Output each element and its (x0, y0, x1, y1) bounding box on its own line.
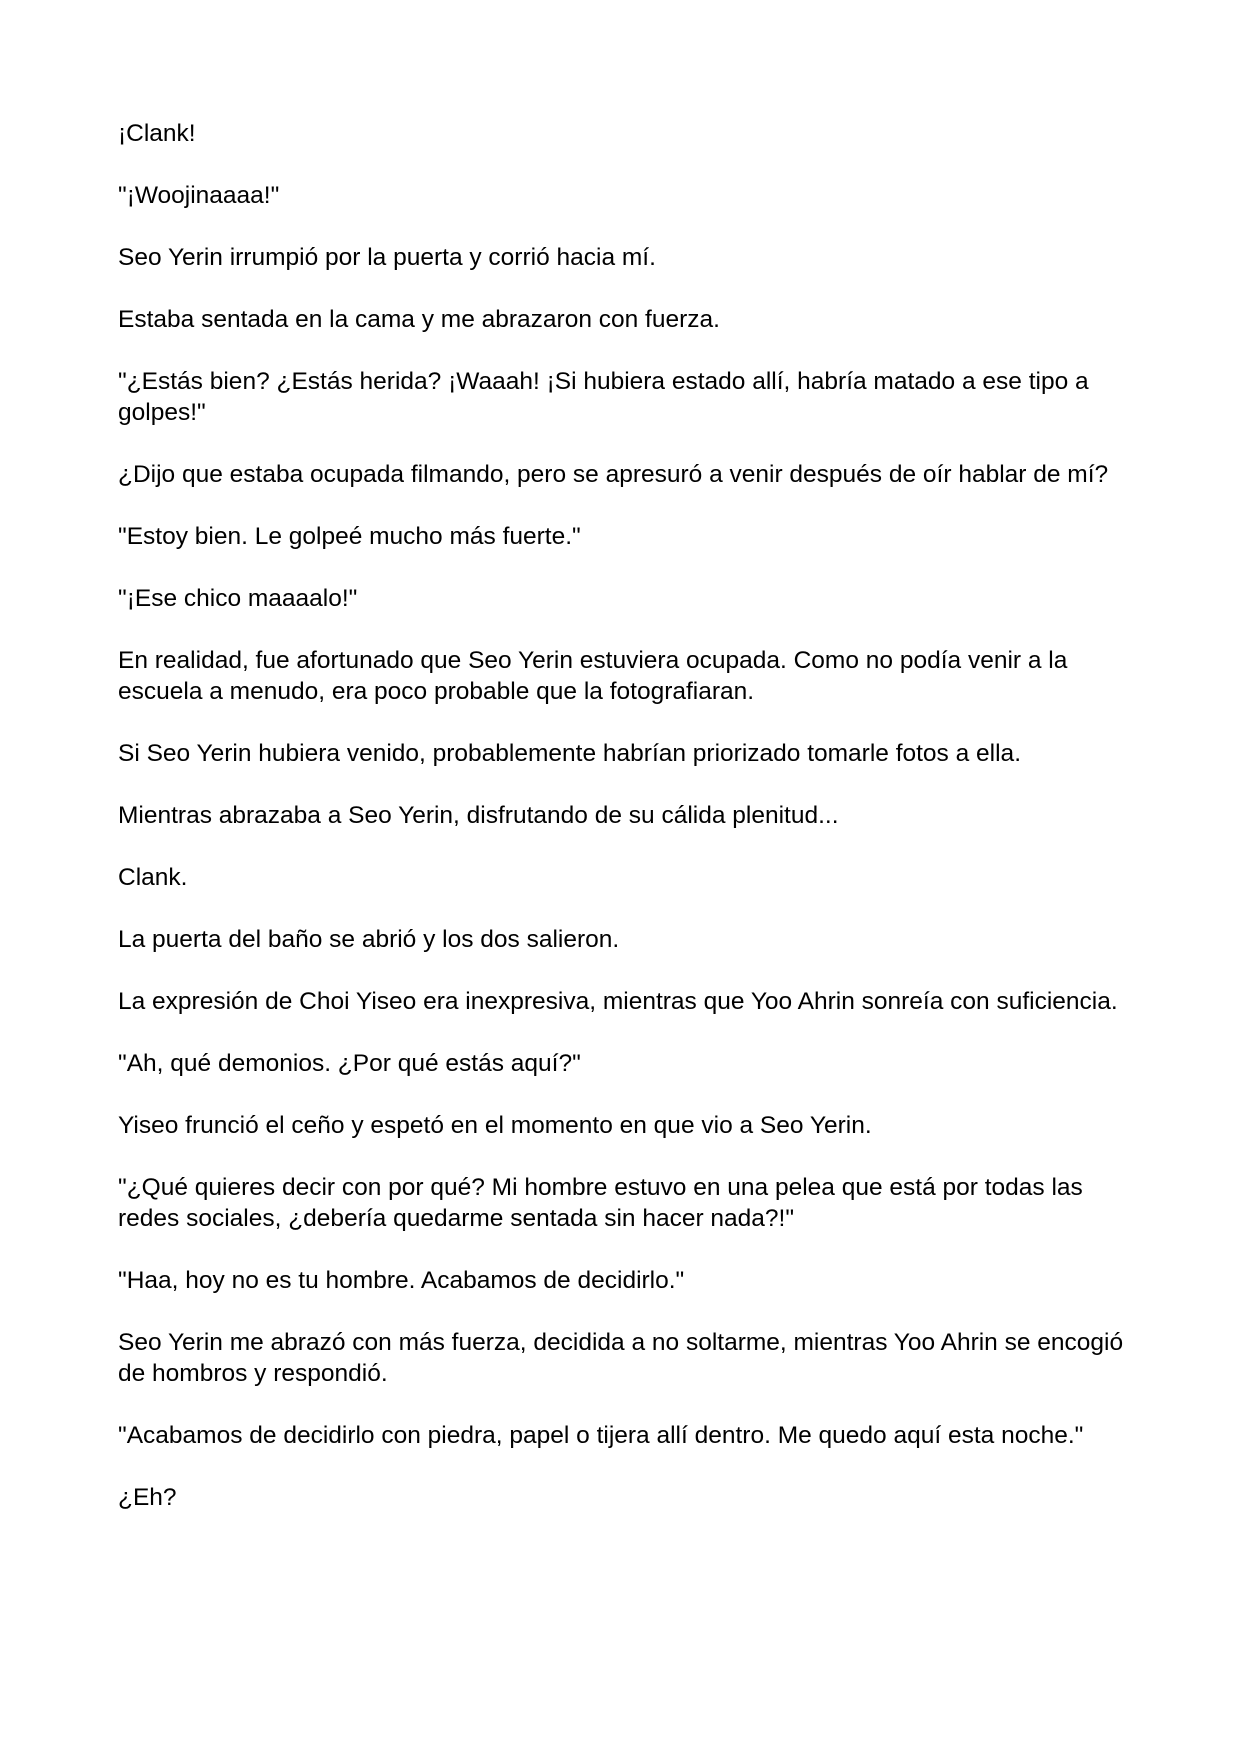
paragraph: En realidad, fue afortunado que Seo Yerin estuviera ocupada. Como no podía venir a la escuela a menudo, era poco probable que la fotografiaran. (118, 647, 1068, 705)
document-body (118, 118, 1128, 1544)
paragraph: "¿Estás bien? ¿Estás herida? ¡Waaah! ¡Si hubiera estado allí, habría matado a ese tipo a golpes!" (118, 368, 1089, 426)
paragraph: Yiseo frunció el ceño y espetó en el momento en que vio a Seo Yerin. (118, 1112, 872, 1139)
paragraph: ¿Eh? (118, 1484, 177, 1511)
paragraph: Seo Yerin irrumpió por la puerta y corrió hacia mí. (118, 244, 656, 271)
paragraph: Si Seo Yerin hubiera venido, probablemente habrían priorizado tomarle fotos a ella. (118, 740, 1021, 767)
paragraph: "¿Qué quieres decir con por qué? Mi hombre estuvo en una pelea que está por todas las redes sociales, ¿debería quedarme sentada sin hacer nada?!" (118, 1174, 1083, 1232)
paragraph: Seo Yerin me abrazó con más fuerza, decidida a no soltarme, mientras Yoo Ahrin se encogió de hombros y respondió. (118, 1329, 1124, 1387)
paragraph: "Ah, qué demonios. ¿Por qué estás aquí?" (118, 1050, 581, 1077)
paragraph: La puerta del baño se abrió y los dos salieron. (118, 926, 620, 953)
paragraph: Mientras abrazaba a Seo Yerin, disfrutando de su cálida plenitud... (118, 802, 839, 829)
paragraph: "Haa, hoy no es tu hombre. Acabamos de decidirlo." (118, 1267, 685, 1294)
paragraph: ¿Dijo que estaba ocupada filmando, pero se apresuró a venir después de oír hablar de mí? (118, 461, 1109, 488)
paragraph: "¡Ese chico maaaalo!" (118, 585, 358, 612)
paragraph: Clank. (118, 864, 188, 891)
paragraph: La expresión de Choi Yiseo era inexpresiva, mientras que Yoo Ahrin sonreía con suficiencia. (118, 988, 1118, 1015)
paragraph: "Acabamos de decidirlo con piedra, papel o tijera allí dentro. Me quedo aquí esta noche." (118, 1422, 1084, 1449)
paragraph: "¡Woojinaaaa!" (118, 182, 280, 209)
paragraph: Estaba sentada en la cama y me abrazaron con fuerza. (118, 306, 720, 333)
paragraph: "Estoy bien. Le golpeé mucho más fuerte." (118, 523, 581, 550)
paragraph: ¡Clank! (118, 120, 196, 147)
